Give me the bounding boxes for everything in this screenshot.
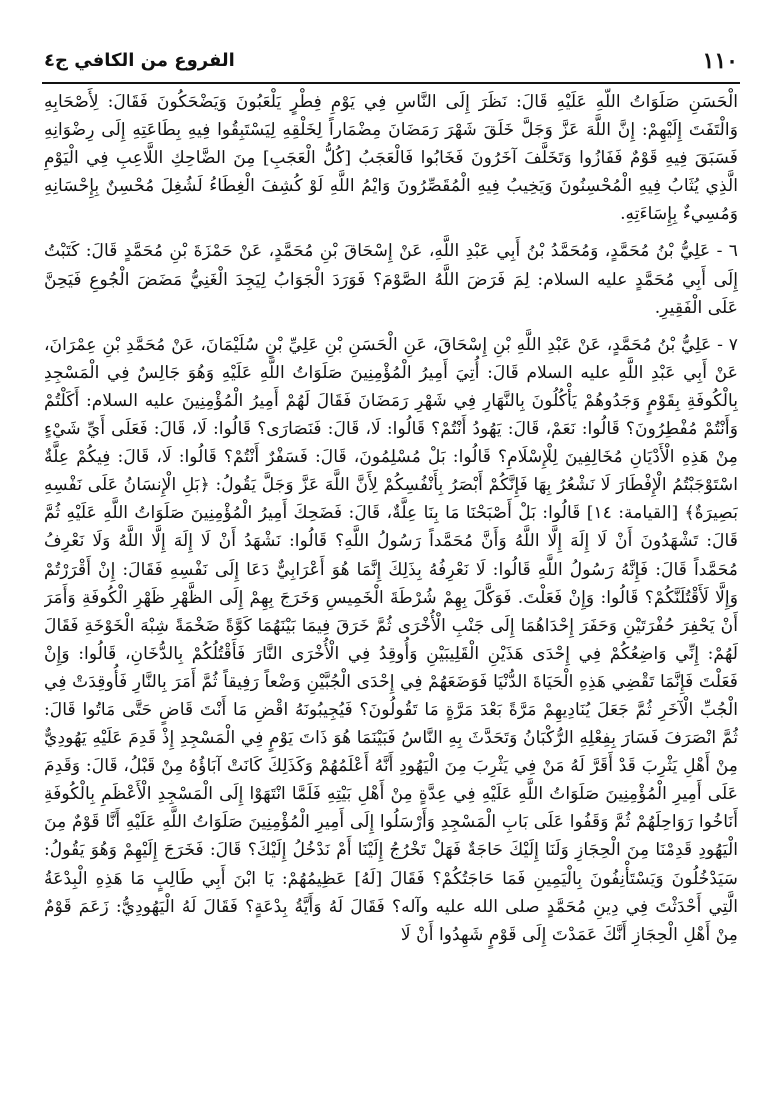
- hadith-6: ٦ - عَلِيُّ بْنُ مُحَمَّدٍ، وَمُحَمَّدُ بْنُ أَبِي عَبْدِ اللَّهِ، عَنْ إِسْحَاقَ بْنِ مُحَمَّدٍ، عَنْ حَمْزَةَ بْنِ مُحَمَّدٍ قَالَ: كَتَبْتُ إِلَى أَبِي مُحَمَّدٍ عليه السلام: لِمَ فَرَضَ اللَّهُ الصَّوْمَ؟ فَوَرَدَ الْجَوَابُ لِيَجِدَ الْغَنِيُّ مَضَضَ الْجُوعِ فَيَحِنَّ عَلَى الْفَقِيرِ.: [44, 241, 738, 318]
- paragraph-continuation: الْحَسَنِ صَلَوَاتُ اللَّهِ عَلَيْهِ قَالَ: نَظَرَ إِلَى النَّاسِ فِي يَوْمِ فِطْرٍ يَلْعَبُونَ وَيَضْحَكُونَ فَقَالَ: لِأَصْحَابِهِ وَالْتَفَتَ إِلَيْهِمْ: إِنَّ اللَّهَ عَزَّ وَجَلَّ خَلَقَ شَهْرَ رَمَضَانَ مِضْمَاراً لِخَلْقِهِ لِيَسْتَبِقُوا فِيهِ بِطَاعَتِهِ إِلَى رِضْوَانِهِ فَسَبَقَ فِيهِ قَوْمٌ فَفَازُوا وَتَخَلَّفَ آخَرُونَ فَخَابُوا فَالْعَجَبُ [كُلُّ الْعَجَبِ] مِنَ الضَّاحِكِ اللَّاعِبِ فِي الْيَوْمِ الَّذِي يُثَابُ فِيهِ الْمُحْسِنُونَ وَيَخِيبُ فِيهِ الْمُقَصِّرُونَ وَايْمُ اللَّهِ لَوْ كُشِفَ الْغِطَاءُ لَشُغِلَ مُحْسِنٌ بِإِحْسَانِهِ وَمُسِيءٌ بِإِسَاءَتِهِ.: [44, 92, 738, 225]
- page-header: [44, 44, 738, 78]
- page-body: [44, 88, 738, 1090]
- page-number: ١١٠: [702, 48, 738, 74]
- running-title: الفروع من الكافي ج٤: [44, 50, 235, 71]
- hadith-7: ٧ - عَلِيُّ بْنُ مُحَمَّدٍ، عَنْ عَبْدِ اللَّهِ بْنِ إِسْحَاقَ، عَنِ الْحَسَنِ بْنِ عَلِيِّ بْنِ سُلَيْمَانَ، عَنْ مُحَمَّدِ بْنِ عِمْرَانَ، عَنْ أَبِي عَبْدِ اللَّهِ عليه السلام قَالَ: أُتِيَ أَمِيرُ الْمُؤْمِنِينَ صَلَوَاتُ اللَّهِ عَلَيْهِ وَهُوَ جَالِسٌ فِي الْمَسْجِدِ بِالْكُوفَةِ بِقَوْمٍ وَجَدُوهُمْ يَأْكُلُونَ بِالنَّهَارِ فِي شَهْرِ رَمَضَانَ فَقَالَ لَهُمْ أَمِيرُ الْمُؤْمِنِينَ عليه السلام: أَكَلْتُمْ وَأَنْتُمْ مُفْطِرُونَ؟ قَالُوا: نَعَمْ، قَالَ: يَهُودُ أَنْتُمْ؟ قَالُوا: لَا، قَالَ: فَنَصَارَى؟ قَالُوا: لَا، قَالَ: فَعَلَى أَيِّ شَيْءٍ مِنْ هَذِهِ الْأَدْيَانِ مُخَالِفِينَ لِلْإِسْلَامِ؟ قَالُوا: بَلْ مُسْلِمُونَ، قَالَ: فَسَفْرٌ أَنْتُمْ؟ قَالُوا: لَا، قَالَ: فِيكُمْ عِلَّةٌ اسْتَوْجَبْتُمُ الْإِفْطَارَ لَا نَشْعُرُ بِهَا فَإِنَّكُمْ أَبْصَرُ بِأَنْفُسِكُمْ لِأَنَّ اللَّهَ عَزَّ وَجَلَّ يَقُولُ: ﴿بَلِ الْإِنسَانُ عَلَى نَفْسِهِ بَصِيرَةٌ﴾ [القيامة: ١٤] قَالُوا: بَلْ أَصْبَحْنَا مَا بِنَا عِلَّةٌ، قَالَ: فَضَحِكَ أَمِيرُ الْمُؤْمِنِينَ صَلَوَاتُ اللَّهِ عَلَيْهِ ثُمَّ قَالَ: تَشْهَدُونَ أَنْ لَا إِلَهَ إِلَّا اللَّهُ وَأَنَّ مُحَمَّداً رَسُولُ اللَّهِ؟ قَالُوا: نَشْهَدُ أَنْ لَا إِلَهَ إِلَّا اللَّهُ وَلَا نَعْرِفُ مُحَمَّداً قَالَ: فَإِنَّهُ رَسُولُ اللَّهِ قَالُوا: لَا نَعْرِفُهُ بِذَلِكَ إِنَّمَا هُوَ أَعْرَابِيٌّ دَعَا إِلَى نَفْسِهِ فَقَالَ: إِنْ أَقْرَرْتُمْ وَإِلَّا لَأَقْتُلَنَّكُمْ؟ قَالُوا: وَإِنْ فَعَلْتَ. فَوَكَّلَ بِهِمْ شُرْطَةَ الْخَمِيسِ وَخَرَجَ بِهِمْ إِلَى الظَّهْرِ ظَهْرِ الْكُوفَةِ وَأَمَرَ أَنْ يَحْفِرَ حُفْرَتَيْنِ وَحَفَرَ إِحْدَاهُمَا إِلَى جَنْبِ الْأُخْرَى ثُمَّ خَرَقَ فِيمَا بَيْنَهُمَا كَوَّةً ضَخْمَةً شِبْهَ الْخَوْخَةِ فَقَالَ لَهُمْ: إِنِّي وَاضِعُكُمْ فِي إِحْدَى هَذَيْنِ الْقَلِيبَيْنِ وَأُوقِدُ فِي الْأُخْرَى النَّارَ فَأَقْتُلُكُمْ بِالدُّخَانِ، قَالُوا: وَإِنْ فَعَلْتَ فَإِنَّمَا تَقْضِي هَذِهِ الْحَيَاةَ الدُّنْيَا فَوَضَعَهُمْ فِي إِحْدَى الْجُبَّيْنِ وَضْعاً رَفِيقاً ثُمَّ أَمَرَ بِالنَّارِ فَأُوقِدَتْ فِي الْجُبِّ الْآخَرِ ثُمَّ جَعَلَ يُنَادِيهِمْ مَرَّةً بَعْدَ مَرَّةٍ مَا تَقُولُونَ؟ فَيُجِيبُونَهُ اقْضِ مَا أَنْتَ قَاضٍ حَتَّى مَاتُوا قَالَ: ثُمَّ انْصَرَفَ فَسَارَ بِفِعْلِهِ الرُّكْبَانُ وَتَحَدَّثَ بِهِ النَّاسُ فَبَيْنَمَا هُوَ ذَاتَ يَوْمٍ فِي الْمَسْجِدِ إِذْ قَدِمَ عَلَيْهِ يَهُودِيٌّ مِنْ أَهْلِ يَثْرِبَ قَدْ أَقَرَّ لَهُ مَنْ فِي يَثْرِبَ مِنَ الْيَهُودِ أَنَّهُ أَعْلَمُهُمْ وَكَذَلِكَ كَانَتْ آبَاؤُهُ مِنْ قَبْلُ، قَالَ: وَقَدِمَ عَلَى أَمِيرِ الْمُؤْمِنِينَ صَلَوَاتُ اللَّهِ عَلَيْهِ فِي عِدَّةٍ مِنْ أَهْلِ بَيْتِهِ فَلَمَّا انْتَهَوْا إِلَى الْمَسْجِدِ الْأَعْظَمِ بِالْكُوفَةِ أَنَاخُوا رَوَاحِلَهُمْ ثُمَّ وَقَفُوا عَلَى بَابِ الْمَسْجِدِ وَأَرْسَلُوا إِلَى أَمِيرِ الْمُؤْمِنِينَ صَلَوَاتُ اللَّهِ عَلَيْهِ أَنَّا قَوْمٌ مِنَ الْيَهُودِ قَدِمْنَا مِنَ الْحِجَازِ وَلَنَا إِلَيْكَ حَاجَةٌ فَهَلْ تَخْرُجُ إِلَيْنَا أَمْ نَدْخُلُ إِلَيْكَ؟ قَالَ: فَخَرَجَ إِلَيْهِمْ وَهُوَ يَقُولُ: سَيَدْخُلُونَ وَيَسْتَأْنِفُونَ بِالْيَمِينِ فَمَا حَاجَتُكُمْ؟ فَقَالَ [لَهُ] عَظِيمُهُمْ: يَا ابْنَ أَبِي طَالِبٍ مَا هَذِهِ الْبِدْعَةُ الَّتِي أَحْدَثْتَ فِي دِينِ مُحَمَّدٍ صلى الله عليه وآله؟ فَقَالَ لَهُ وَأَيَّةُ بِدْعَةٍ؟ فَقَالَ لَهُ الْيَهُودِيُّ: زَعَمَ قَوْمٌ مِنْ أَهْلِ الْحِجَازِ أَنَّكَ عَمَدْتَ إِلَى قَوْمٍ شَهِدُوا أَنْ لَا: [44, 334, 738, 945]
- header-divider: [42, 82, 740, 84]
